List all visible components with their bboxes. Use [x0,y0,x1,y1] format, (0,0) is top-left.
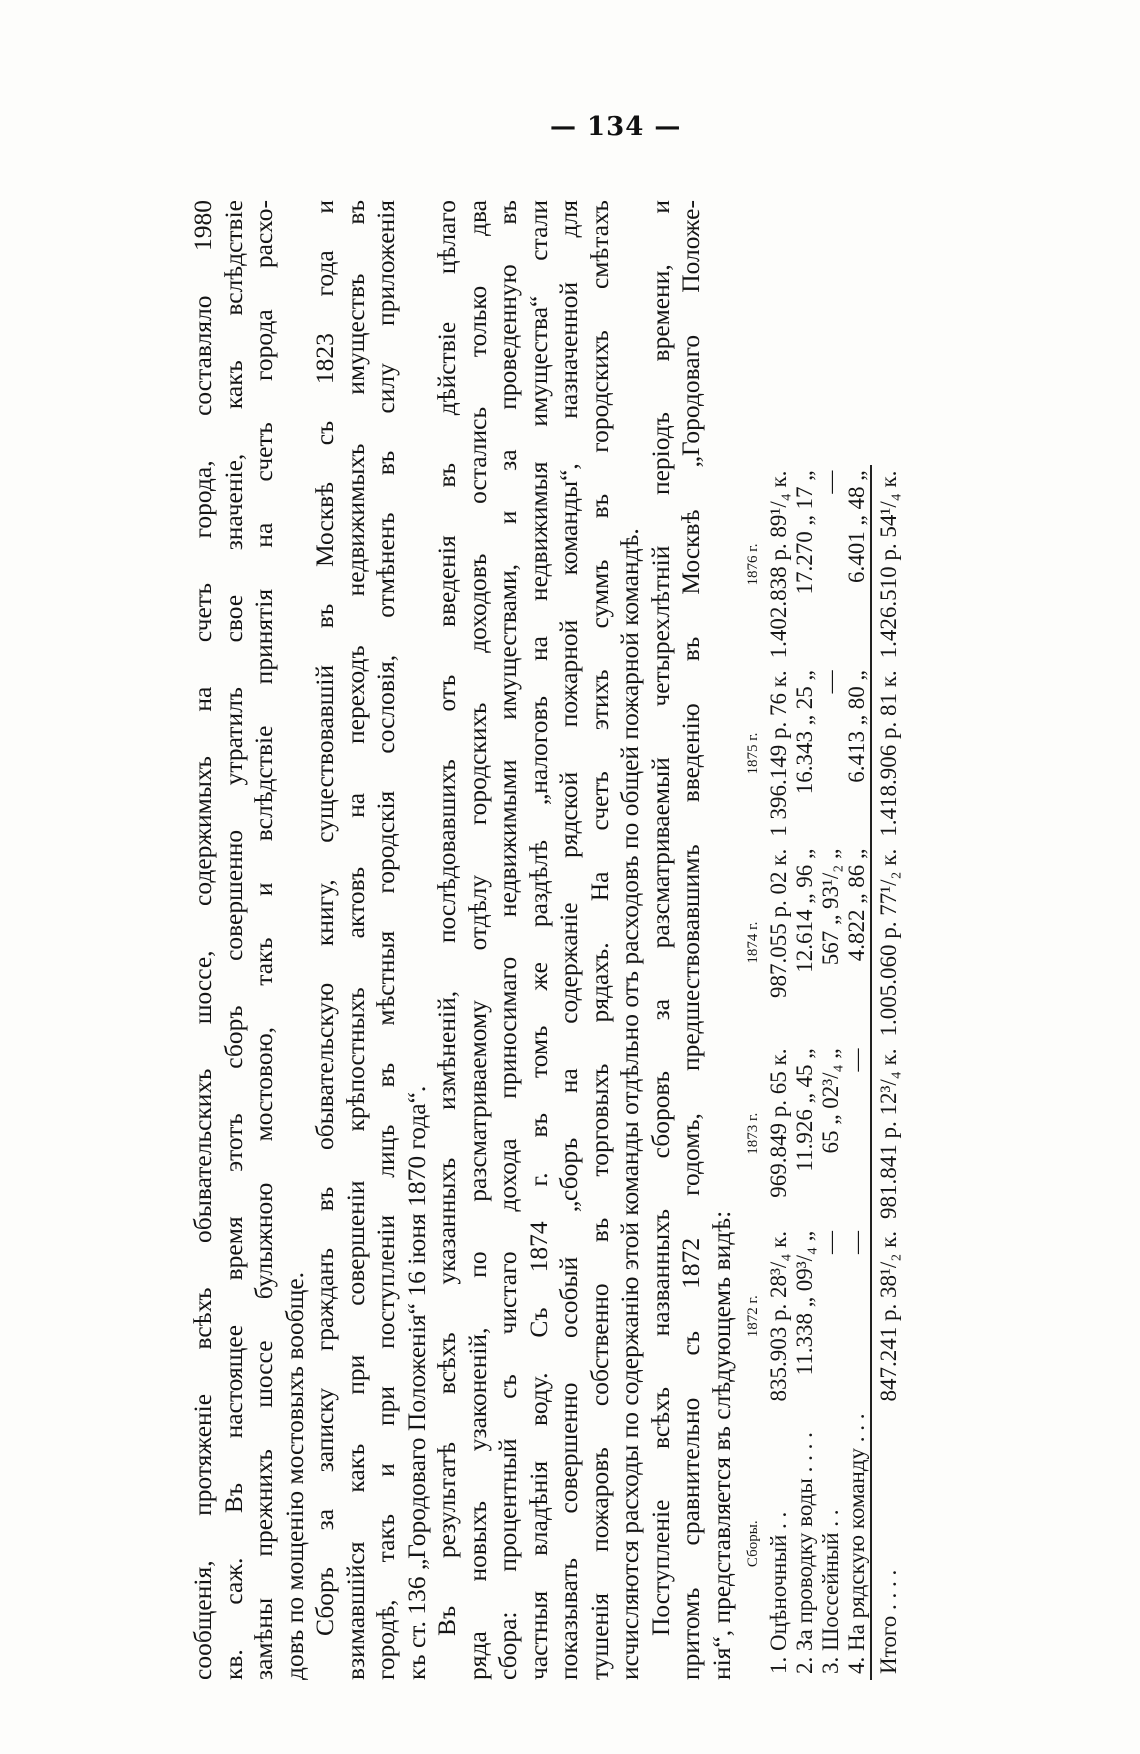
text-line: тушенія пожаровъ собственно въ торговыхъ рядахъ. На счетъ этихъ суммъ въ городскихъ смѣтахъ [584,200,614,1680]
column-header: 1875 г. [745,732,761,775]
text-line: Въ результатѣ всѣхъ указанныхъ измѣненій, послѣдовавшихъ отъ введенія въ дѣйствіе цѣлаго [432,200,461,1636]
text-line: ряда новыхъ узаконеній, по разсматриваемому отдѣлу городскихъ доходовъ остались только два [462,200,492,1680]
total-cell: 1.426.510 р. 54¹/₄ к. [871,465,902,665]
table-cell: — [844,1048,869,1072]
table-cell: 11.338 „ 09³/₄ „ [792,1230,817,1376]
paragraph-1 [188,200,310,1680]
table-cell: 11.926 „ 45 „ [792,1048,817,1172]
table-cell: 987.055 р. 02 к. [766,848,791,998]
table-row [844,465,871,1680]
page-number: — 134 — [550,112,682,142]
table-cell: 1.402.838 р. 89¹/₄ к. [766,470,791,659]
text-line: сообщенія, протяженіе всѣхъ обывательскихъ шоссе, содержимыхъ на счетъ города, составляло 1980 [188,200,217,1680]
column-header: 1873 г. [745,1112,761,1155]
table-row [766,465,792,1680]
table-cell: — [818,470,843,494]
table-cell: 65 „ 02³/₄ „ [818,1048,843,1154]
table-cell: 12.614 „ 96 „ [792,848,817,973]
text-line: замѣны прежнихъ шоссе булыжною мостовою, такъ и вслѣдствіе принятія на счетъ города расхо- [249,200,278,1680]
table-cell: 6.413 „ 80 „ [844,670,869,783]
table-cell: 17.270 „ 17 „ [792,470,817,595]
column-header: 1874 г. [745,921,761,964]
table-cell: 16.343 „ 25 „ [792,670,817,795]
text-line: городѣ, такъ и при поступленіи лицъ въ мѣстныя городскія сословія, отмѣненъ въ силу приложенія [371,200,400,1680]
text-line: нія“, представляется въ слѣдующемъ видѣ: [706,1210,736,1680]
column-header: Сборы. [745,1520,761,1568]
total-cell: 1.005.060 р. 77¹/₂ к. [871,843,902,1043]
table-cell: 567 „ 93¹/₂ „ [818,848,843,966]
table-total-row [871,465,902,1680]
row-label: 1. Оцѣночный . . [766,1511,791,1674]
text-line: показывать совершенно особый „сборъ на содержаніе рядской пожарной команды“, назначенной для [554,200,583,1680]
text-line: кв. саж. Въ настоящее время этотъ сборъ совершенно утратилъ свое значеніе, какъ вслѣдствіе [218,200,248,1680]
table-cell: — [818,670,843,694]
row-label: 3. Шоссейный . . [818,1509,843,1674]
text-line: Сборъ за записку гражданъ въ обывательскую книгу, существовавшій въ Москвѣ съ 1823 года и [310,200,339,1636]
total-cell: 847.241 р. 38¹/₂ к. [871,1225,902,1407]
rotated-text-block [188,200,1098,1680]
table-cell: — [844,1230,869,1254]
row-label: 4. На рядскую команду . . . [844,1413,869,1674]
table-cell: 6.401 „ 48 „ [844,470,869,584]
table-cell: 835.903 р. 28³/₄ к. [766,1230,791,1402]
table-row [792,465,818,1680]
total-label: Итого . . . . [871,1407,902,1680]
text-line: сбора: процентный съ чистаго дохода приносимаго недвижимыми имуществами, и за проведенную въ [493,200,522,1680]
text-line: притомъ сравнительно съ 1872 годомъ, предшествовавшимъ введенію въ Москвѣ „Городоваго Положе- [676,200,705,1680]
table-cell: 969.849 р. 65 к. [766,1048,791,1198]
text-line: къ ст. 136 „Городоваго Положенія“ 16 іюня 1870 года“. [401,1085,431,1680]
table-cell: 4.822 „ 86 „ [844,848,869,962]
row-label: 2. За проводку воды . . . . [792,1432,817,1674]
table-row [818,465,844,1680]
column-header: 1876 г. [745,543,761,586]
paragraph-4 [646,200,738,1680]
paragraph-2 [310,200,432,1680]
text-line: Поступленіе всѣхъ названныхъ сборовъ за разсматриваемый четырехлѣтній періодъ времени, и [645,200,675,1636]
text-line: довъ по мощенію мостовыхъ вообще. [279,1271,309,1680]
text-line: исчисляются расходы по содержанію этой команды отдѣльно отъ расходовъ по общей пожарной командѣ. [615,528,644,1680]
column-header: 1872 г. [745,1295,761,1338]
table-header-row [745,465,766,1680]
text-line: взимавшійся какъ при совершеніи крѣпостныхъ актовъ на переходъ недвижимыхъ имуществъ въ [340,200,370,1680]
fees-table [745,465,902,1680]
paragraph-3 [432,200,646,1680]
table-cell: 1 396.149 р. 76 к. [766,670,791,837]
table-cell: — [818,1230,843,1254]
total-cell: 981.841 р. 12³/₄ к. [871,1043,902,1225]
total-cell: 1.418.906 р. 81 к. [871,664,902,842]
text-line: частныя владѣнія воду. Съ 1874 г. въ томъ же раздѣлѣ „налоговъ на недвижимыя имущества“ стали [523,200,553,1680]
